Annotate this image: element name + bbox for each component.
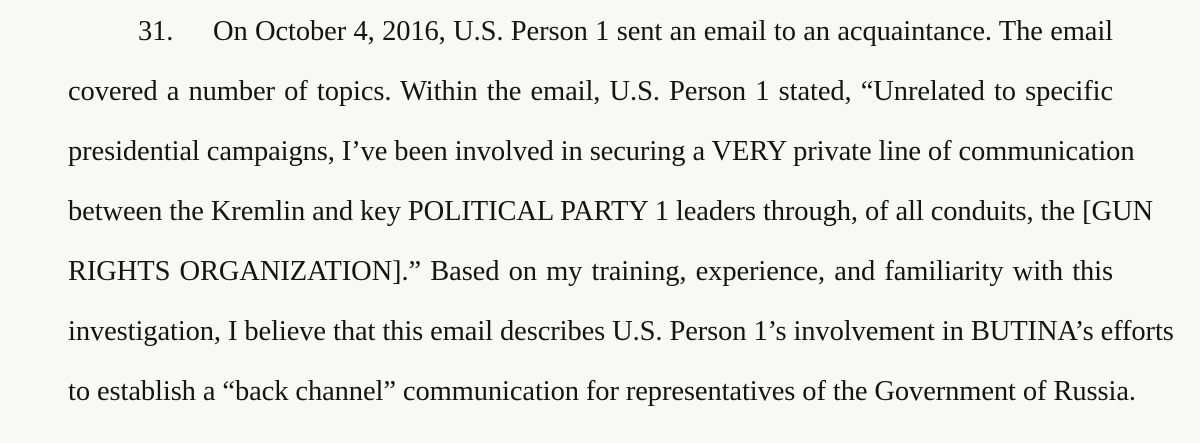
paragraph-line-5: RIGHTS ORGANIZATION].” Based on my training, experience, and familiarity with this	[68, 256, 1113, 287]
paragraph-line-1-text: On October 4, 2016, U.S. Person 1 sent an email to an acquaintance. The email	[213, 16, 1113, 47]
paragraph-number: 31.	[138, 16, 174, 47]
paragraph-line-4: between the Kremlin and key POLITICAL PARTY 1 leaders through, of all conduits, the [GUN	[68, 196, 1153, 227]
paragraph-line-6: investigation, I believe that this email describes U.S. Person 1’s involvement in BUTINA’s efforts	[68, 316, 1174, 347]
paragraph-line-1	[138, 14, 1113, 50]
paragraph-line-3: presidential campaigns, I’ve been involved in securing a VERY private line of communication	[68, 136, 1135, 167]
paragraph-line-7: to establish a “back channel” communication for representatives of the Government of Russia.	[68, 376, 1136, 407]
paragraph-line-2: covered a number of topics. Within the email, U.S. Person 1 stated, “Unrelated to specific	[68, 76, 1113, 107]
